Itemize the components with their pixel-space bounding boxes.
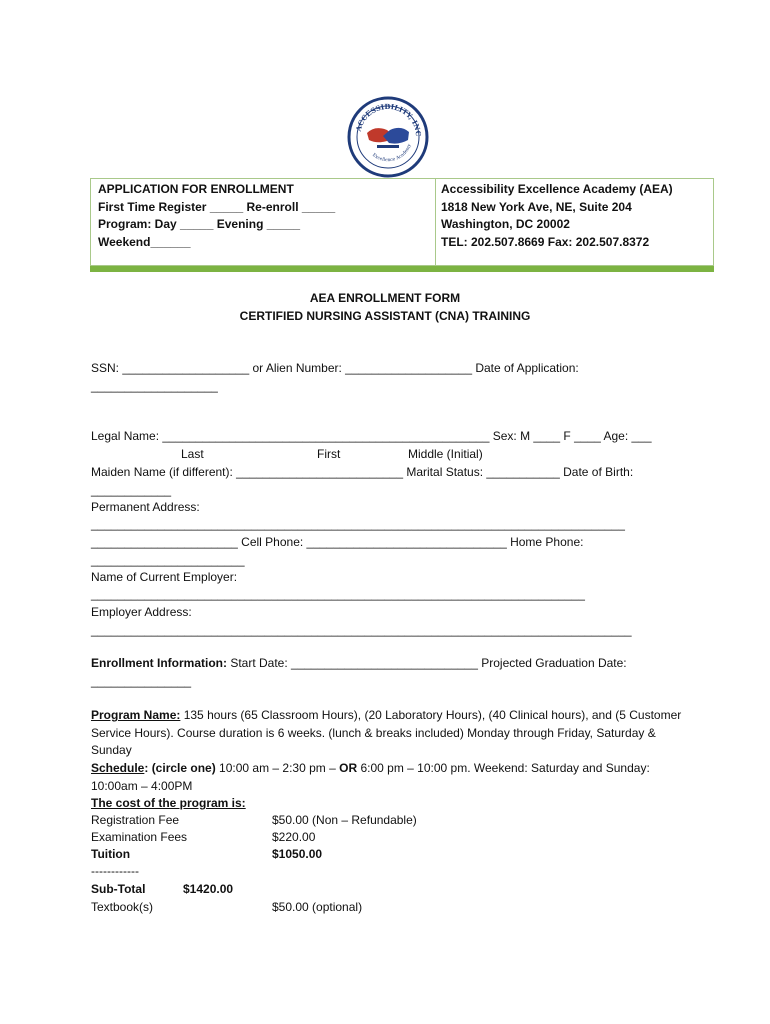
weekend-line: Weekend______ (98, 234, 191, 249)
header-left-cell (98, 181, 335, 251)
name-first-caption: First (317, 447, 341, 461)
phone-line: ______________________ Cell Phone: ______________________________ Home Phone: (91, 535, 584, 549)
header-divider (435, 179, 436, 265)
subtotal-divider: ------------ (91, 864, 139, 878)
schedule-or: OR (339, 761, 358, 775)
form-title: AEA ENROLLMENT FORM (309, 291, 461, 305)
subtotal-label: Sub-Total (91, 882, 146, 896)
academy-logo (347, 96, 429, 178)
cost-value-examination: $220.00 (272, 830, 316, 844)
program-time-line: Program: Day _____ Evening _____ (98, 217, 301, 231)
header-table (90, 178, 714, 266)
legal-name-line: Legal Name: _________________________________________________ Sex: M ____ F ____ Age: ___ (91, 429, 652, 443)
header-accent-bar (90, 266, 714, 272)
employer-address-label: Employer Address: (91, 605, 192, 619)
enrollment-info-text: Start Date: ____________________________ Projected Graduation Date: (227, 656, 627, 670)
name-middle-caption: Middle (Initial) (408, 447, 483, 461)
application-date-blank: ___________________ (91, 379, 218, 393)
employer-blank: __________________________________________________________________________ (91, 587, 585, 601)
academy-city: Washington, DC 20002 (441, 217, 570, 231)
textbook-value: $50.00 (optional) (272, 900, 363, 914)
employer-address-blank: _________________________________________________________________________________ (91, 623, 632, 637)
schedule-paragraph (91, 760, 691, 795)
name-last-caption: Last (181, 447, 204, 461)
ssn-line: SSN: ___________________ or Alien Number: ___________________ Date of Application: (91, 361, 579, 375)
logo-text-bottom: Excellence Academy (370, 143, 413, 164)
schedule-circle-note: : (circle one) (144, 761, 216, 775)
cost-label-examination: Examination Fees (91, 830, 188, 844)
header-right-cell (441, 181, 673, 251)
form-subtitle: CERTIFIED NURSING ASSISTANT (CNA) TRAINING (239, 309, 531, 323)
logo-text-top: ACCESSIBILITY, INC (353, 101, 424, 137)
academy-phone-fax: TEL: 202.507.8669 Fax: 202.507.8372 (441, 234, 650, 249)
program-name-text: 135 hours (65 Classroom Hours), (20 Laboratory Hours), (40 Clinical hours), and (5 Customer Service Hours). Course duration is 6 weeks. (lunch & breaks included) Monday through Friday, Saturday & Sunday (91, 708, 682, 757)
cost-value-tuition: $1050.00 (272, 847, 323, 861)
subtotal-value: $1420.00 (183, 882, 234, 896)
permanent-address-label: Permanent Address: (91, 500, 200, 514)
cost-label-registration: Registration Fee (91, 813, 180, 827)
maiden-name-line: Maiden Name (if different): _________________________ Marital Status: ___________ Date of Birth: (91, 465, 634, 479)
home-phone-blank: _______________________ (91, 553, 245, 567)
graduation-date-blank: _______________ (91, 674, 192, 688)
enrollment-info-label: Enrollment Information: (91, 656, 227, 670)
academy-name: Accessibility Excellence Academy (AEA) (441, 182, 673, 196)
cost-heading: The cost of the program is: (91, 796, 246, 810)
schedule-label: Schedule (91, 761, 145, 775)
textbook-label: Textbook(s) (91, 900, 154, 914)
permanent-address-blank: ________________________________________________________________________________ (91, 517, 625, 531)
employer-label: Name of Current Employer: (91, 570, 238, 584)
schedule-option-day: 10:00 am – 2:30 pm – (215, 761, 340, 775)
academy-street: 1818 New York Ave, NE, Suite 204 (441, 199, 632, 214)
schedule-option-evening: 6:00 pm – 10:00 pm. Weekend: Saturday and Sunday: 10:00am – 4:00PM (91, 761, 650, 793)
register-type-line: First Time Register _____ Re-enroll _____ (98, 199, 336, 214)
birth-date-blank: ____________ (91, 483, 172, 497)
enrollment-info-line (91, 655, 627, 672)
cost-value-registration: $50.00 (Non – Refundable) (272, 813, 417, 827)
program-paragraph (91, 707, 691, 760)
application-title: APPLICATION FOR ENROLLMENT (98, 182, 294, 196)
program-name-label: Program Name: (91, 708, 181, 722)
cost-label-tuition: Tuition (91, 847, 131, 861)
